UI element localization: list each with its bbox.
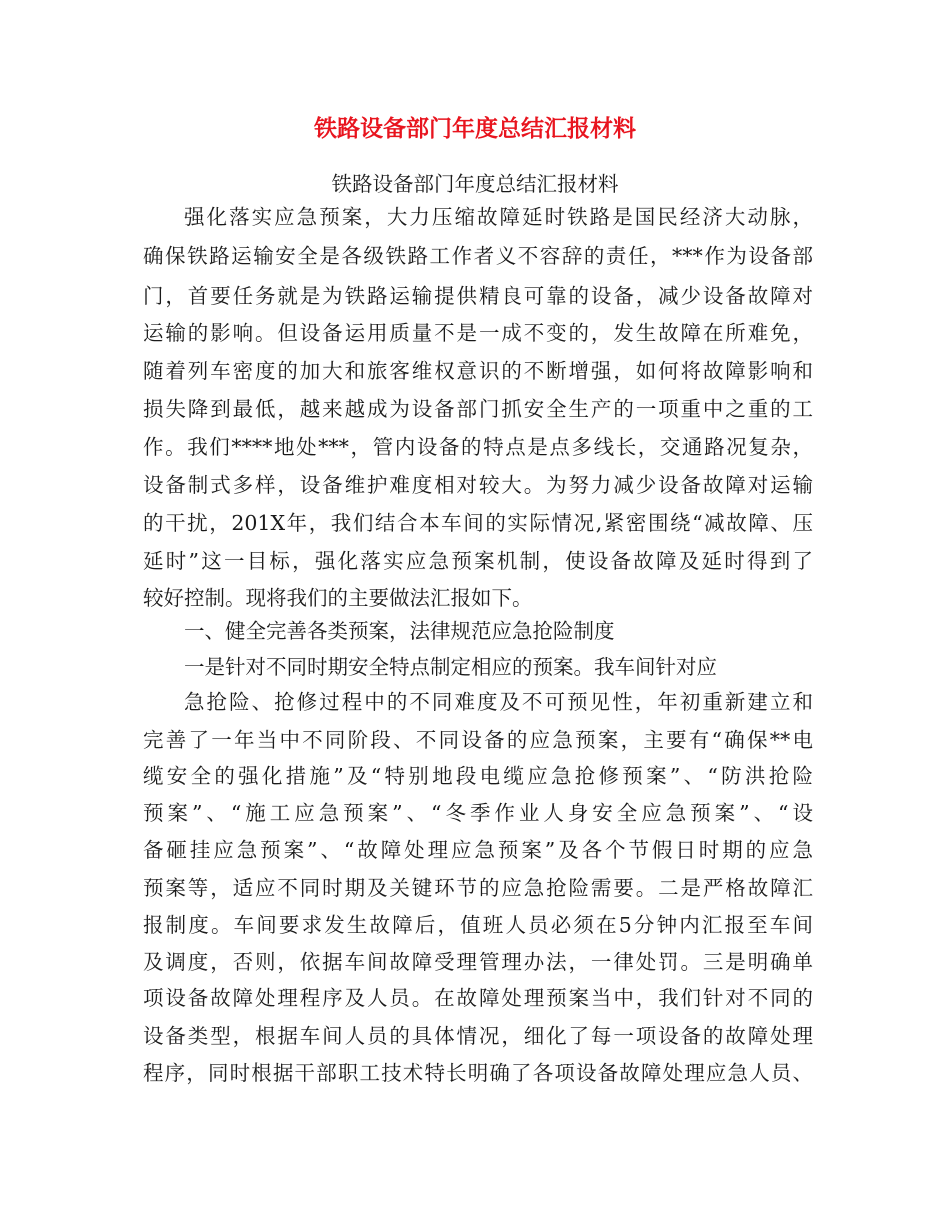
paragraph-line: 随着列车密度的加大和旅客维权意识的不断增强，如何将故障影响和 [143, 359, 813, 383]
paragraph-line: 缆安全的强化措施”及“特别地段电缆应急抢修预案”、“防洪抢险 [143, 764, 813, 788]
paragraph-line: 的干扰，201X年，我们结合本车间的实际情况,紧密围绕“减故障、压 [143, 511, 813, 535]
paragraph-line: 一是针对不同时期安全特点制定相应的预案。我车间针对应 [184, 655, 717, 679]
paragraph-line: 程序，同时根据干部职工技术特长明确了各项设备故障处理应急人员、 [143, 1061, 813, 1085]
paragraph-line: 损失降到最低，越来越成为设备部门抓安全生产的一项重中之重的工 [143, 397, 813, 421]
paragraph-line: 设备制式多样，设备维护难度相对较大。为努力减少设备故障对运输 [143, 473, 813, 497]
paragraph-line: 预案等，适应不同时期及关键环节的应急抢险需要。二是严格故障汇 [143, 876, 813, 900]
section-heading: 一、健全完善各类预案，法律规范应急抢险制度 [184, 619, 615, 643]
paragraph-line: 较好控制。现将我们的主要做法汇报如下。 [143, 586, 533, 610]
document-title: 铁路设备部门年度总结汇报材料 [314, 115, 636, 142]
paragraph-line: 备砸挂应急预案”、“故障处理应急预案”及各个节假日时期的应急 [143, 838, 813, 862]
paragraph-line: 作。我们****地处***，管内设备的特点是点多线长，交通路况复杂， [143, 435, 813, 459]
paragraph-line: 完善了一年当中不同阶段、不同设备的应急预案，主要有“确保**电 [143, 728, 813, 752]
paragraph-line: 项设备故障处理程序及人员。在故障处理预案当中，我们针对不同的 [143, 986, 813, 1010]
paragraph-line: 及调度，否则，依据车间故障受理管理办法，一律处罚。三是明确单 [143, 950, 813, 974]
paragraph-line: 急抢险、抢修过程中的不同难度及不可预见性，年初重新建立和 [184, 690, 813, 714]
paragraph-line: 报制度。车间要求发生故障后，值班人员必须在5分钟内汇报至车间 [143, 913, 813, 937]
paragraph-line: 运输的影响。但设备运用质量不是一成不变的，发生故障在所难免， [143, 321, 813, 345]
paragraph-line: 设备类型，根据车间人员的具体情况，细化了每一项设备的故障处理 [143, 1024, 813, 1048]
subtitle-line: 铁路设备部门年度总结汇报材料 [331, 172, 619, 196]
paragraph-line: 确保铁路运输安全是各级铁路工作者义不容辞的责任，***作为设备部 [143, 244, 813, 268]
paragraph-line: 门，首要任务就是为铁路运输提供精良可靠的设备，减少设备故障对 [143, 284, 813, 308]
paragraph-line: 延时”这一目标，强化落实应急预案机制，使设备故障及延时得到了 [143, 549, 813, 573]
paragraph-line: 预案”、“施工应急预案”、“冬季作业人身安全应急预案”、“设 [143, 801, 813, 825]
paragraph-line: 强化落实应急预案，大力压缩故障延时铁路是国民经济大动脉， [184, 205, 813, 229]
